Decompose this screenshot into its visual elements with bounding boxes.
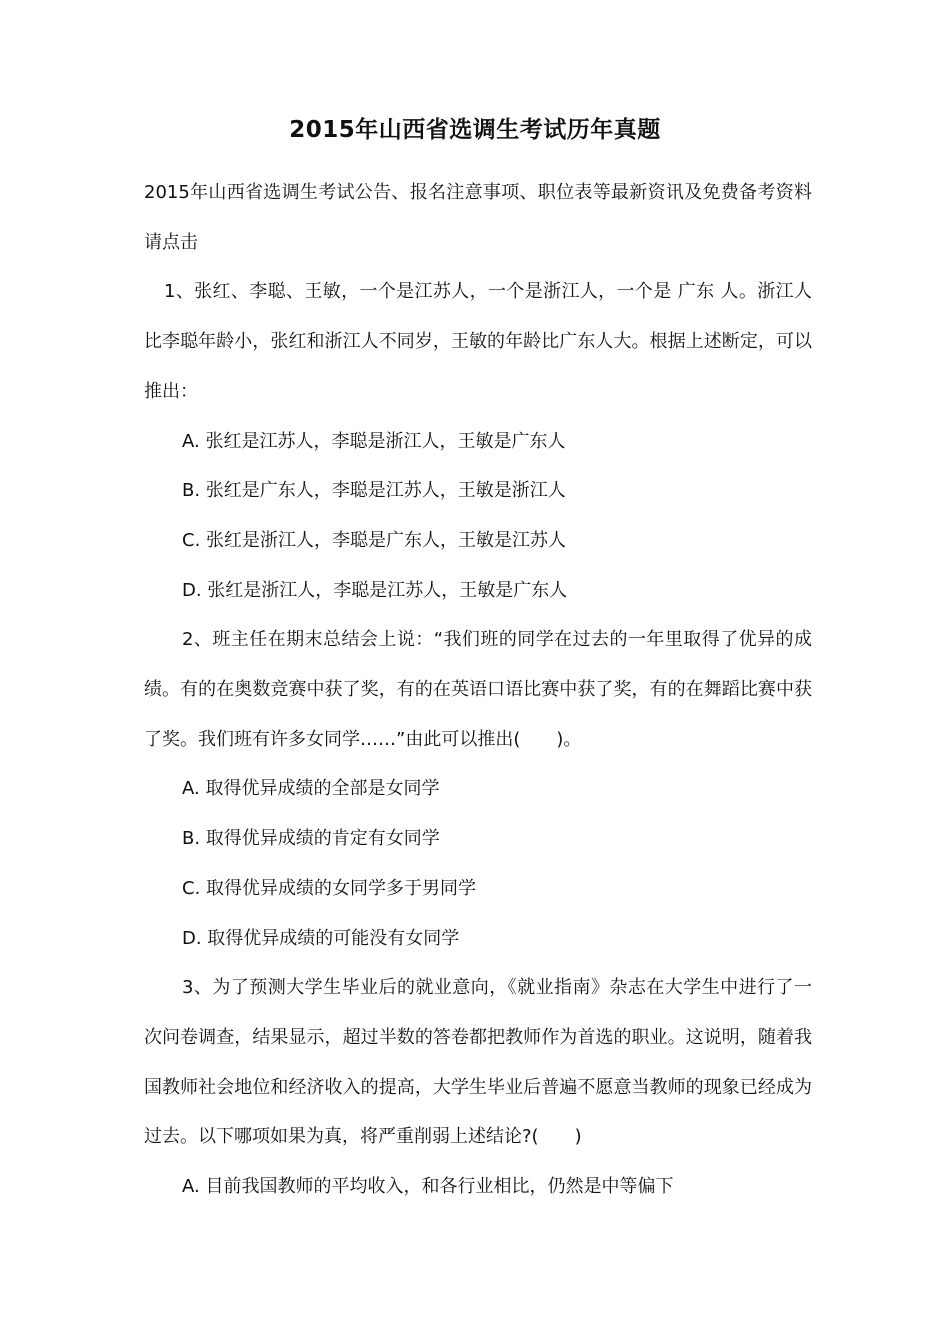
question-2-option-d: D. 取得优异成绩的可能没有女同学	[182, 927, 460, 949]
question-1-option-a: A. 张红是江苏人，李聪是浙江人，王敏是广东人	[182, 430, 566, 452]
intro-paragraph: 2015年山西省选调生考试公告、报名注意事项、职位表等最新资讯及免费备考资料请点击	[144, 182, 812, 253]
question-2-option-a: A. 取得优异成绩的全部是女同学	[182, 778, 440, 800]
question-2-option-b: B. 取得优异成绩的肯定有女同学	[182, 828, 440, 850]
question-1-option-b: B. 张红是广东人，李聪是江苏人，王敏是浙江人	[182, 480, 566, 502]
question-3-option-a: A. 目前我国教师的平均收入，和各行业相比，仍然是中等偏下	[182, 1176, 674, 1198]
document-title: 2015年山西省选调生考试历年真题	[289, 117, 661, 143]
question-1-option-d: D. 张红是浙江人，李聪是江苏人，王敏是广东人	[182, 579, 568, 601]
question-3-stem: 3、为了预测大学生毕业后的就业意向，《就业指南》杂志在大学生中进行了一次问卷调查，结果显示，超过半数的答卷都把教师作为首选的职业。这说明，随着我国教师社会地位和经济收入的提高，大学生毕业后普遍不愿意当教师的现象已经成为过去。以下哪项如果为真，将严重削弱上述结论?( )	[144, 977, 812, 1148]
document-body	[144, 168, 812, 1212]
question-2-stem: 2、班主任在期末总结会上说：“我们班的同学在过去的一年里取得了优异的成绩。有的在奥数竞赛中获了奖，有的在英语口语比赛中获了奖，有的在舞蹈比赛中获了奖。我们班有许多女同学……”由此可以推出( )。	[144, 629, 812, 750]
question-1-stem: 1、张红、李聪、王敏，一个是江苏人，一个是浙江人，一个是 广东 人。浙江人比李聪年龄小，张红和浙江人不同岁，王敏的年龄比广东人大。根据上述断定，可以推出：	[144, 281, 812, 402]
question-2-option-c: C. 取得优异成绩的女同学多于男同学	[182, 877, 477, 899]
question-1-option-c: C. 张红是浙江人，李聪是广东人，王敏是江苏人	[182, 529, 567, 551]
